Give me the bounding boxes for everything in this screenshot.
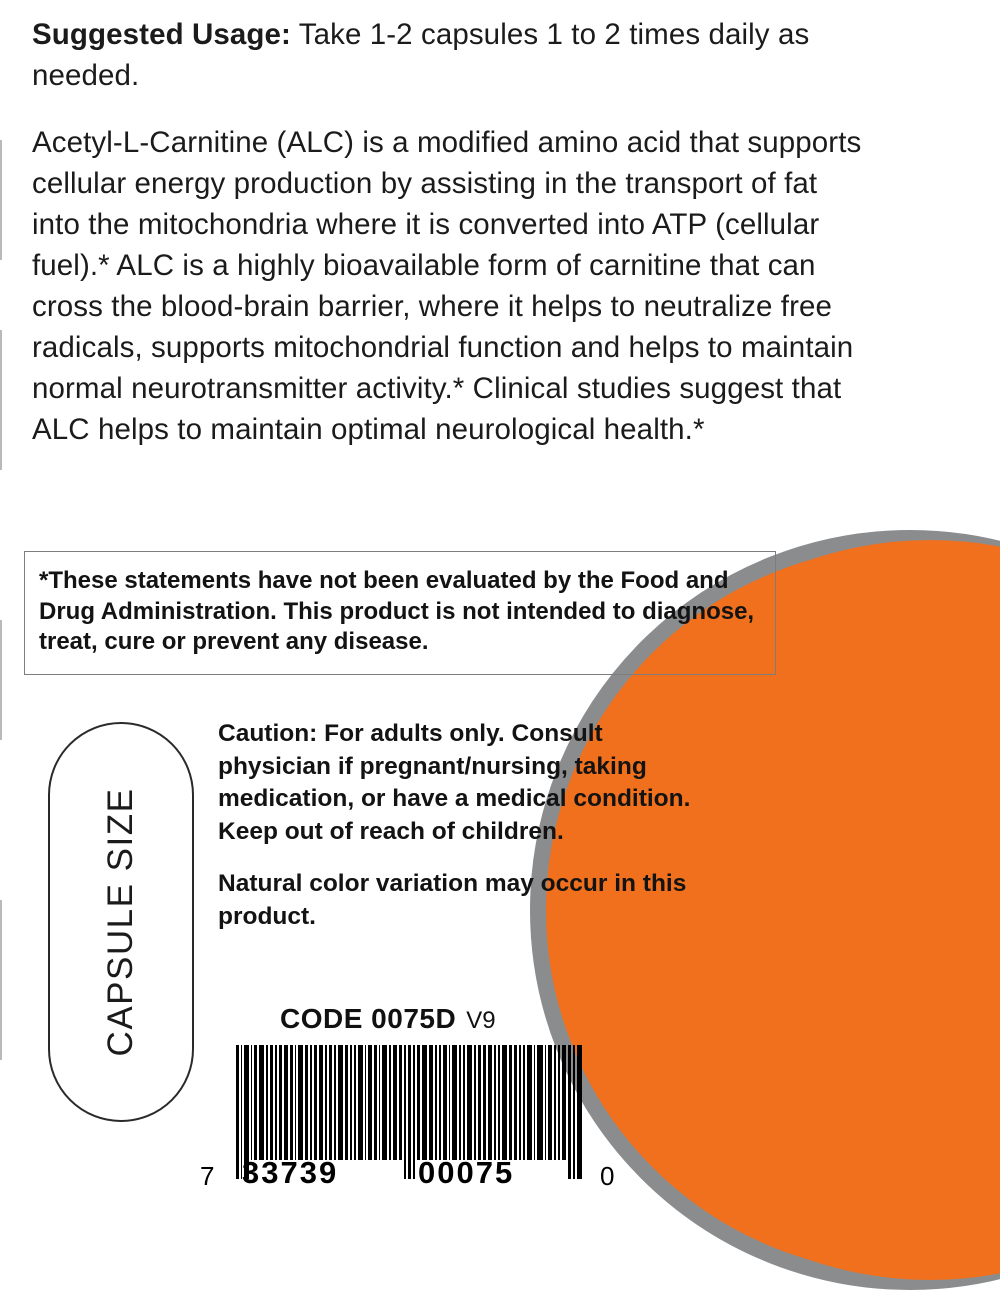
product-description-paragraph: Acetyl-L-Carnitine (ALC) is a modified amino acid that supports cellular energy production by assisting in the transport of fat into the mitochondria where it is converted into ATP (cellular fuel).* ALC is a highly bioavailable form of carnitine that can cross the blood-brain barrier, where it helps to neutralize free radicals, supports mitochondrial function and helps to maintain normal neurotransmitter activity.* Clinical studies suggest that ALC helps to maintain optimal neurological health.* <box>32 126 862 446</box>
barcode-digits <box>196 1155 626 1191</box>
edge-rule-upper <box>0 330 2 470</box>
suggested-usage-heading: Suggested Usage: <box>32 18 291 51</box>
edge-rule-top <box>0 140 2 260</box>
capsule-size-outline <box>48 722 194 1122</box>
barcode-bars <box>236 1045 584 1160</box>
color-variation-note: Natural color variation may occur in this product. <box>218 870 687 930</box>
label-text-column <box>32 14 872 472</box>
capsule-size-label: CAPSULE SIZE <box>101 787 140 1057</box>
barcode-group-1: 33739 <box>242 1155 339 1190</box>
fda-disclaimer-box <box>24 551 776 675</box>
suggested-usage-paragraph <box>32 14 872 96</box>
edge-rule-lower <box>0 900 2 1060</box>
barcode-group-2: 00075 <box>418 1155 515 1190</box>
product-code <box>280 1003 496 1035</box>
barcode <box>196 1045 626 1191</box>
fda-disclaimer-text: *These statements have not been evaluated by the Food and Drug Administration. This product is not intended to diagnose, treat, cure or prevent any disease. <box>39 567 755 655</box>
product-code-value: CODE 0075D <box>280 1003 457 1034</box>
barcode-right-digit: 0 <box>600 1161 617 1191</box>
product-version: V9 <box>466 1007 496 1034</box>
suggested-usage-text: Take 1-2 capsules 1 to 2 times daily as needed. <box>32 18 810 92</box>
caution-text: Caution: For adults only. Consult physician if pregnant/nursing, taking medication, or have a medical condition. Keep out of reach of children. <box>218 720 691 845</box>
barcode-left-digit: 7 <box>200 1161 217 1191</box>
edge-rule-middle <box>0 620 2 740</box>
caution-block <box>218 718 698 953</box>
